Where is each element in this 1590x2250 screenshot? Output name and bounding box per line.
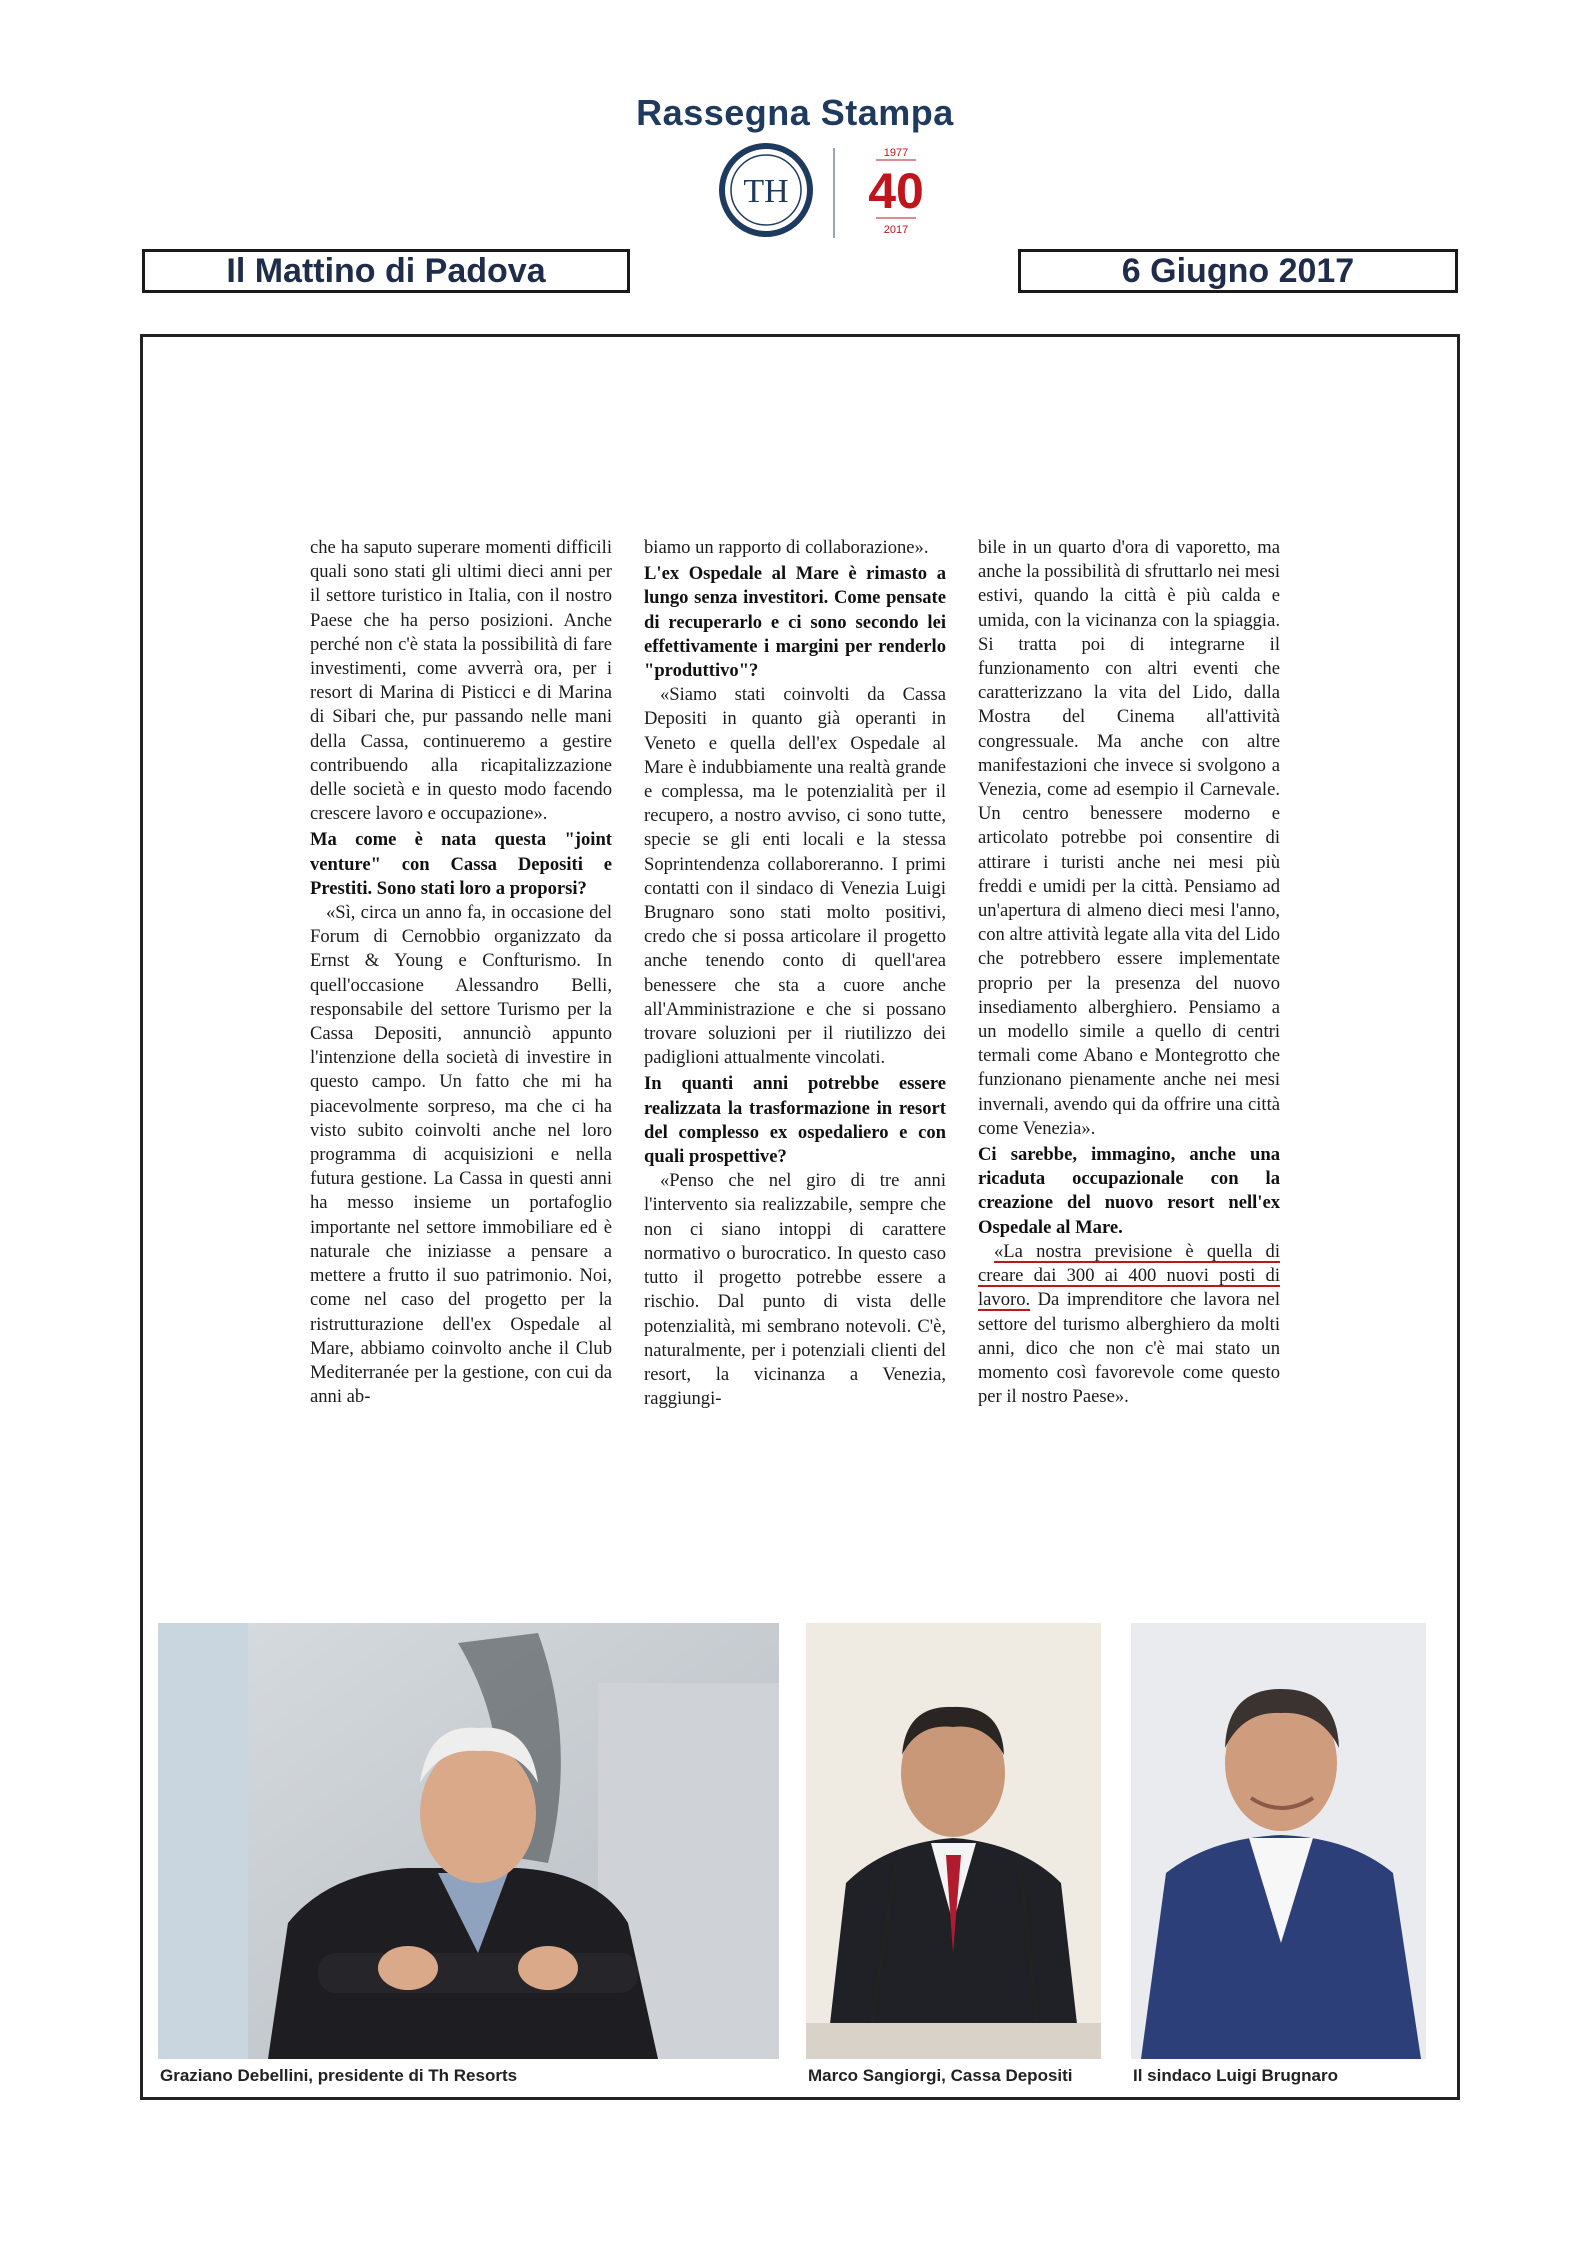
paragraph — [978, 1240, 1280, 1409]
interview-question: In quanti anni potrebbe essere realizzata la trasformazione in resort del complesso ex ospedaliero e con quali prospettive? — [644, 1073, 946, 1168]
article-column-3 — [978, 536, 1280, 1586]
paragraph: «Sì, circa un anno fa, in occasione del Forum di Cernobbio organizzato da Ernst & Young e Confturismo. In quell'occasione Alessandro Belli, responsabile del settore Turismo per la Cassa Depositi, annunciò appunto l'intenzione della società di investire in questo campo. Un fatto che mi ha piacevolmente sorpreso, ma che ci ha visto subito coinvolti anche nel loro programma di acquisizioni e nella futura gestione. La Cassa in questi anni ha messo insieme un portafoglio importante nel settore immobiliare ed è naturale che iniziasse a pensare a mettere a frutto il suo patrimonio. Noi, come nel caso del progetto per la ristrutturazione dell'ex Ospedale al Mare, abbiamo coinvolto anche il Club Mediterranée per la gestione, con cui da anni ab- — [310, 902, 612, 1408]
photo-caption: Marco Sangiorgi, Cassa Depositi — [808, 2066, 1073, 2085]
th-logo-icon — [718, 142, 814, 238]
photo-caption: Il sindaco Luigi Brugnaro — [1133, 2066, 1338, 2085]
portrait-photo-icon — [1131, 1623, 1426, 2059]
paragraph: «Siamo stati coinvolti da Cassa Depositi in quanto già operanti in Veneto e quella dell'ex Ospedale al Mare è indubbiamente una realtà grande e complessa, ma le potenzialità per il recupero, a nostro avviso, ci sono tutte, specie se gli enti locali e la stessa Soprintendenza collaboreranno. I primi contatti con il sindaco di Venezia Luigi Brugnaro sono stati molto positivi, credo che si possa articolare il progetto anche tenendo conto di quell'area benessere che sta a cuore anche all'Amministrazione e che si possano trovare soluzioni per il riutilizzo dei padiglioni attualmente vincolati. — [644, 684, 946, 1069]
portrait-photo-icon — [806, 1623, 1101, 2059]
photo-debellini — [158, 1623, 779, 2059]
paragraph: che ha saputo superare momenti difficili quali sono stati gli ultimi dieci anni per il settore turistico in Italia, con il nostro Paese che ha perso posizioni. Anche perché non c'è stata la possibilità di fare investimenti, come avverrà ora, per i resort di Marina di Pisticci e di Marina di Sibari che, pur passando nelle mani della Cassa, continueremo a gestire contribuendo alla ricapitalizzazione delle società e in questo modo facendo crescere lavoro e occupazione». — [310, 537, 612, 825]
photo-caption: Graziano Debellini, presidente di Th Resorts — [160, 2066, 518, 2085]
portrait-photo-icon — [158, 1623, 779, 2059]
quote-continuation: Da imprenditore che lavora nel settore del turismo alberghiero da molti anni, dico che non c'è mai stato un momento così favorevole come questo per il nostro Paese». — [978, 1289, 1280, 1408]
anniversary-year-end: 2017 — [883, 224, 909, 236]
logo-divider — [833, 148, 835, 238]
publication-date: 6 Giugno 2017 — [1018, 249, 1458, 293]
interview-question: L'ex Ospedale al Mare è rimasto a lungo senza investitori. Come pensate di recuperarlo e ci sono secondo lei effettivamente i margini per renderlo "produttivo"? — [644, 563, 946, 682]
anniversary-40-icon — [854, 142, 938, 238]
highlighted-quote: «La nostra previsione è quella di creare dai 300 ai 400 nuovi posti di lavoro. — [978, 1240, 1280, 1311]
th-logo-text: TH — [743, 173, 789, 210]
photo-sangiorgi — [806, 1623, 1101, 2059]
anniversary-number: 40 — [868, 163, 924, 219]
paragraph: bile in un quarto d'ora di vaporetto, ma anche la possibilità di sfruttarlo nei mesi estivi, quando la città è più calda e umida, con la vicinanza con la spiaggia. Si tratta poi di integrarne il funzionamento con altri eventi che caratterizzano la vita del Lido, dalla Mostra del Cinema all'attività congressuale. Ma anche con altre manifestazioni che invece si svolgono a Venezia, come ad esempio il Carnevale. Un centro benessere moderno e articolato potrebbe poi consentire di attirare i turisti anche nei mesi più freddi e umidi per la città. Pensiamo ad un'apertura di almeno dieci mesi l'anno, con altre attività legate alla vita del Lido che potrebbero essere implementate proprio per la presenza del nuovo insediamento alberghiero. Pensiamo a un modello simile a quello di centri termali come Abano e Montegrotto che funzionano pienamente anche nei mesi invernali, avendo qui da offrire una città come Venezia». — [978, 537, 1280, 1139]
press-review-title: Rassegna Stampa — [636, 92, 954, 133]
interview-question: Ma come è nata questa "joint venture" con Cassa Depositi e Prestiti. Sono stati loro a proporsi? — [310, 829, 612, 899]
anniversary-year-start: 1977 — [883, 147, 909, 159]
article-column-2 — [644, 536, 946, 1586]
newspaper-name: Il Mattino di Padova — [142, 249, 630, 293]
photo-brugnaro — [1131, 1623, 1426, 2059]
interview-question: Ci sarebbe, immagino, anche una ricaduta occupazionale con la creazione del nuovo resort nell'ex Ospedale al Mare. — [978, 1144, 1280, 1238]
article-column-1 — [310, 536, 612, 1586]
paragraph: biamo un rapporto di collaborazione». — [644, 537, 929, 558]
paragraph: «Penso che nel giro di tre anni l'intervento sia realizzabile, sempre che non ci siano intoppi di carattere normativo o burocratico. In questo caso tutto il progetto potrebbe essere a rischio. Dal punto di vista delle potenzialità, mi sembrano notevoli. C'è, naturalmente, per i potenziali clienti del resort, la vicinanza a Venezia, raggiungi- — [644, 1170, 946, 1410]
